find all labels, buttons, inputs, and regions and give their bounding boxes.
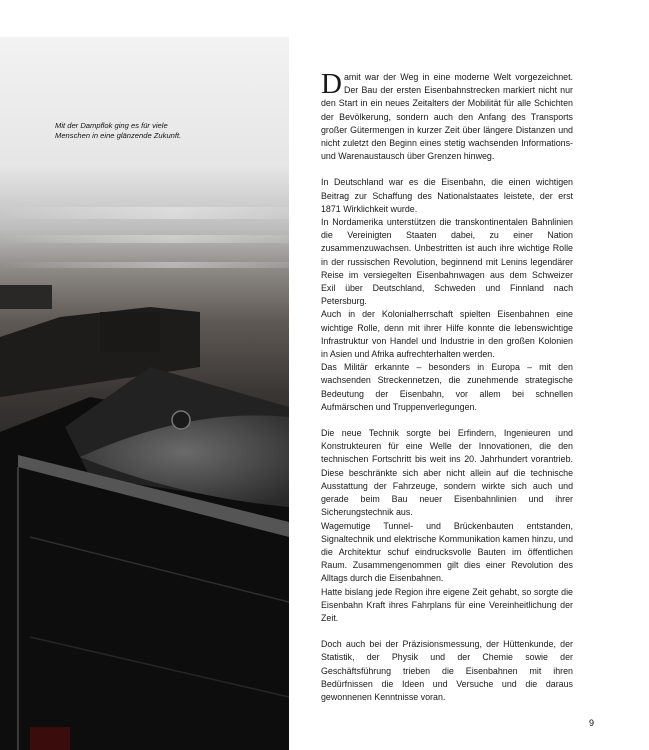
steam-locomotive-photo (0, 37, 289, 750)
page-number: 9 (589, 718, 595, 728)
paragraph-5: Das Militär erkannte – besonders in Europa – mit den wachsenden Streckennetzen, die zunehmende strategische Bedeutung der Eisenbahn, vor allem bei schnellen Aufmärschen und Truppenverlegungen. (321, 362, 573, 412)
paragraph-9: Doch auch bei der Präzisionsmessung, der Hüttenkunde, der Statistik, der Physik und der Chemie sowie der Geschäftsführung trieben die Eisenbahnen mit ihren Bedürfnissen die Ideen und Versuche und die daraus gewonnenen Kenntnisse voran. (321, 639, 573, 702)
paragraph-1-text: amit war der Weg in eine moderne Welt vorgezeichnet. Der Bau der ersten Eisenbahnstrecken markiert nicht nur den Start in ein neues Zeitalters der Mobilität für alle Schichten der Bevölkerung, sondern auch den Anfang des Transports großer Gütermengen in kurzer Zeit über längere Distanzen und nicht zuletzt den Beginn eines stetig wachsenden Informations- und Warenaustausch über Grenzen hinweg. (321, 72, 573, 162)
paragraph-7: Wagemutige Tunnel- und Brückenbauten entstanden, Signaltechnik und elektrische Kommunikation kamen hinzu, und die Architektur schuf eindrucksvolle Bauten im öffentlichen Raum. Zusammengenommen gilt dies einer Revolution des Alltags durch die Eisenbahnen. (321, 520, 573, 584)
paragraph-3: In Nordamerika unterstützen die transkontinentalen Bahnlinien die Vereinigten Staaten dabei, zu einer Nation zusammenzuwachsen. Unbestritten ist auch ihre wichtige Rolle in der russischen Revolution, beginnend mit Lenins legendärer Reise im versiegelten Eisenbahnwagen aus dem Schweizer Exil über Deutschland, Schweden und Finnland nach Petersburg. (321, 217, 573, 307)
drop-cap: D (321, 68, 342, 100)
locomotive-illustration (0, 37, 289, 750)
paragraph-8: Hatte bislang jede Region ihre eigene Zeit gehabt, so sorgte die Eisenbahn Kraft ihres Fahrplans für eine Vereinheitlichung der Zeit. (321, 586, 573, 623)
intro-paragraph (321, 68, 573, 163)
paragraph-2: In Deutschland war es die Eisenbahn, die einen wichtigen Beitrag zur Schaffung des Nationalstaates leistete, der erst 1871 Wirklichkeit wurde. (321, 177, 573, 214)
paragraph-6: Die neue Technik sorgte bei Erfindern, Ingenieuren und Konstrukteuren für eine Welle der Innovationen, die den technischen Fortschritt bis weit ins 20. Jahrhundert vorantrieb. Diese beschränkte sich aber nicht allein auf die technische Ausstattung der Fahrzeuge, sondern wirkte sich auch und gerade beim Bau neuer Eisenbahnlinien und ihrer Sicherungstechnik aus. (321, 428, 573, 518)
body-text-column (321, 68, 573, 704)
paragraph-4: Auch in der Kolonialherrschaft spielten Eisenbahnen eine wichtige Rolle, denn mit ihrer Hilfe konnte die lebenswichtige Infrastruktur von Handel und Industrie in den großen Kolonien in Asien und Afrika aufrechterhalten werden. (321, 309, 573, 360)
photo-caption: Mit der Dampflok ging es für viele Menschen in eine glänzende Zukunft. (55, 121, 182, 140)
